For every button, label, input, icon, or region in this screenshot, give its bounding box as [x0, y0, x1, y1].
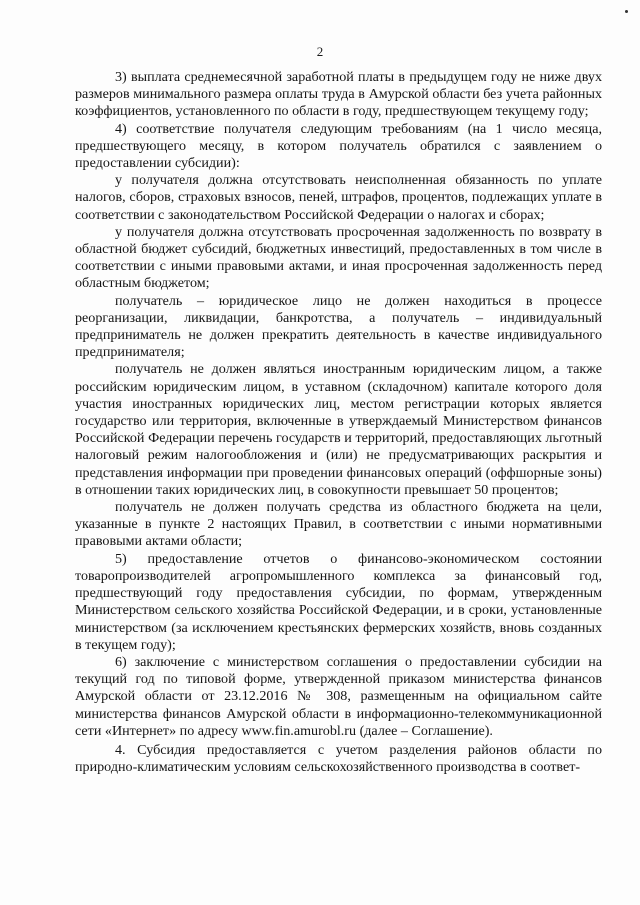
paragraph-no-other-funding: получатель не должен получать средства из областного бюджета на цели, указанные в пункте 2 настоящих Правил, в соответствии с иными нормативными правовыми актами области; [75, 499, 602, 550]
paragraph-clause-4: 4. Субсидия предоставляется с учетом разделения районов области по природно-климатическим условиям сельскохозяйственного производства в соответ- [75, 741, 602, 776]
document-body [75, 69, 602, 776]
paragraph-not-foreign-entity: получатель не должен являться иностранным юридическим лицом, а также российским юридическим лицом, в уставном (складочном) капитале которого доля участия иностранных юридических лиц, местом регистрации которых является государство или территория, включенные в утверждаемый Министерством финансов Российской Федерации перечень государств и территорий, предоставляющих льготный налоговый режим налогообложения и (или) не предусматривающих раскрытия и представления информации при проведении финансовых операций (оффшорные зоны) в отношении таких юридических лиц, в совокупности превышает 50 процентов; [75, 361, 602, 498]
paragraph-no-budget-debt: у получателя должна отсутствовать просроченная задолженность по возврату в областной бюджет субсидий, бюджетных инвестиций, предоставленных в том числе в соответствии с иными правовыми актами, и иная просроченная задолженность перед областным бюджетом; [75, 223, 602, 292]
paragraph-item-5-reports: 5) предоставление отчетов о финансово-экономическом состоянии товаропроизводителей агропромышленного комплекса за финансовый год, предшествующий году предоставления субсидии, по формам, утвержденным Министерством сельского хозяйства Российской Федерации, и в сроки, установленные министерством (за исключением крестьянских фермерских хозяйств, вновь созданных в текущем году); [75, 550, 602, 653]
scan-dot-mark [625, 10, 628, 13]
paragraph-item-4-requirements: 4) соответствие получателя следующим требованиям (на 1 число месяца, предшествующего месяцу, в котором получатель обратился с заявлением о предоставлении субсидии): [75, 120, 602, 172]
paragraph-item-3-salary: 3) выплата среднемесячной заработной платы в предыдущем году не ниже двух размеров минимального размера оплаты труда в Амурской области без учета районных коэффициентов, установленного по области в году, предшествующем текущему году; [75, 69, 602, 120]
page-number: 2 [316, 44, 324, 59]
paragraph-item-6-agreement: 6) заключение с министерством соглашения о предоставлении субсидии на текущий год по типовой форме, утвержденной приказом министерства финансов Амурской области от 23.12.2016 № 308, размещенным на официальном сайте министерства финансов Амурской области в информационно-телекоммуникационной сети «Интернет» по адресу www.fin.amurobl.ru (далее – Соглашение). [75, 653, 602, 739]
paragraph-no-reorganization: получатель – юридическое лицо не должен находиться в процессе реорганизации, ликвидации, банкротства, а получатель – индивидуальный предприниматель не должен прекратить деятельность в качестве индивидуального предпринимателя; [75, 292, 602, 361]
paragraph-no-tax-debt: у получателя должна отсутствовать неисполненная обязанность по уплате налогов, сборов, страховых взносов, пеней, штрафов, процентов, подлежащих уплате в соответствии с законодательством Российской Федерации о налогах и сборах; [75, 172, 602, 223]
